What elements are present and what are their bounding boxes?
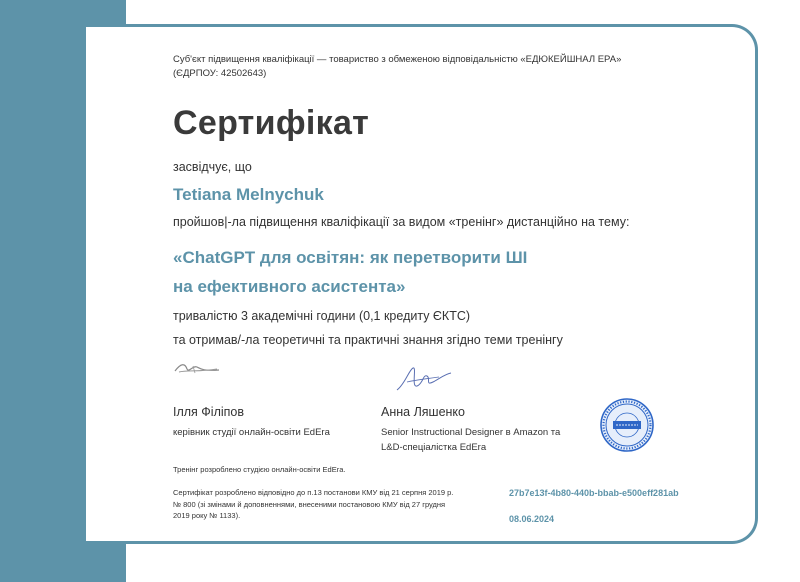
certifies-text: засвідчує, що — [173, 160, 252, 174]
topic-line-2: на ефективного асистента» — [173, 277, 406, 296]
certificate-content — [173, 0, 800, 582]
stamp-icon — [600, 398, 654, 452]
completed-text: пройшов|-ла підвищення кваліфікації за видом «тренінг» дистанційно на тему: — [173, 215, 630, 229]
training-topic — [173, 243, 613, 301]
signature-icon — [173, 357, 221, 379]
certificate-date: 08.06.2024 — [509, 514, 555, 524]
signature-icon — [395, 364, 453, 396]
developed-by-text: Тренінг розроблено студією онлайн-освіти EdEra. — [173, 465, 346, 474]
legal-line-1: Сертифікат розроблено відповідно до п.13 постанови КМУ від 21 серпня 2019 р. — [173, 488, 454, 497]
issuer-line-2: (ЄДРПОУ: 42502643) — [173, 68, 267, 79]
certificate-title: Сертифікат — [173, 104, 370, 142]
legal-line-3: 2019 року № 1133). — [173, 511, 241, 520]
signer-2-name: Анна Ляшенко — [381, 405, 465, 419]
issuer-line-1: Суб'єкт підвищення кваліфікації — товариство з обмеженою відповідальністю «ЕДЮКЕЙШНАЛ ЕРА» — [173, 54, 622, 65]
legal-line-2: № 800 (зі змінами й доповненнями, внесеними постановою КМУ від 27 грудня — [173, 499, 446, 509]
signer-1-name: Ілля Філіпов — [173, 405, 245, 419]
signer-1-role — [173, 425, 330, 440]
issuer-info — [173, 53, 673, 81]
topic-line-1: «ChatGPT для освітян: як перетворити ШІ — [173, 248, 528, 267]
signer-1-role-line: керівник студії онлайн-освіти EdEra — [173, 427, 330, 438]
signer-2-role-line-1: Senior Instructional Designer в Amazon та — [381, 427, 561, 438]
legal-basis-text — [173, 487, 493, 522]
knowledge-text: та отримав/-ла теоретичні та практичні знання згідно теми тренінгу — [173, 333, 563, 347]
certificate-id: 27b7e13f-4b80-440b-bbab-e500eff281ab — [509, 488, 679, 498]
recipient-name: Tetiana Melnychuk — [173, 185, 324, 204]
duration-text: тривалістю 3 академічні години (0,1 кредиту ЄКТС) — [173, 309, 471, 323]
signer-2-role-line-2: L&D-спеціалістка EdEra — [381, 442, 487, 453]
signer-2-role — [381, 425, 560, 455]
